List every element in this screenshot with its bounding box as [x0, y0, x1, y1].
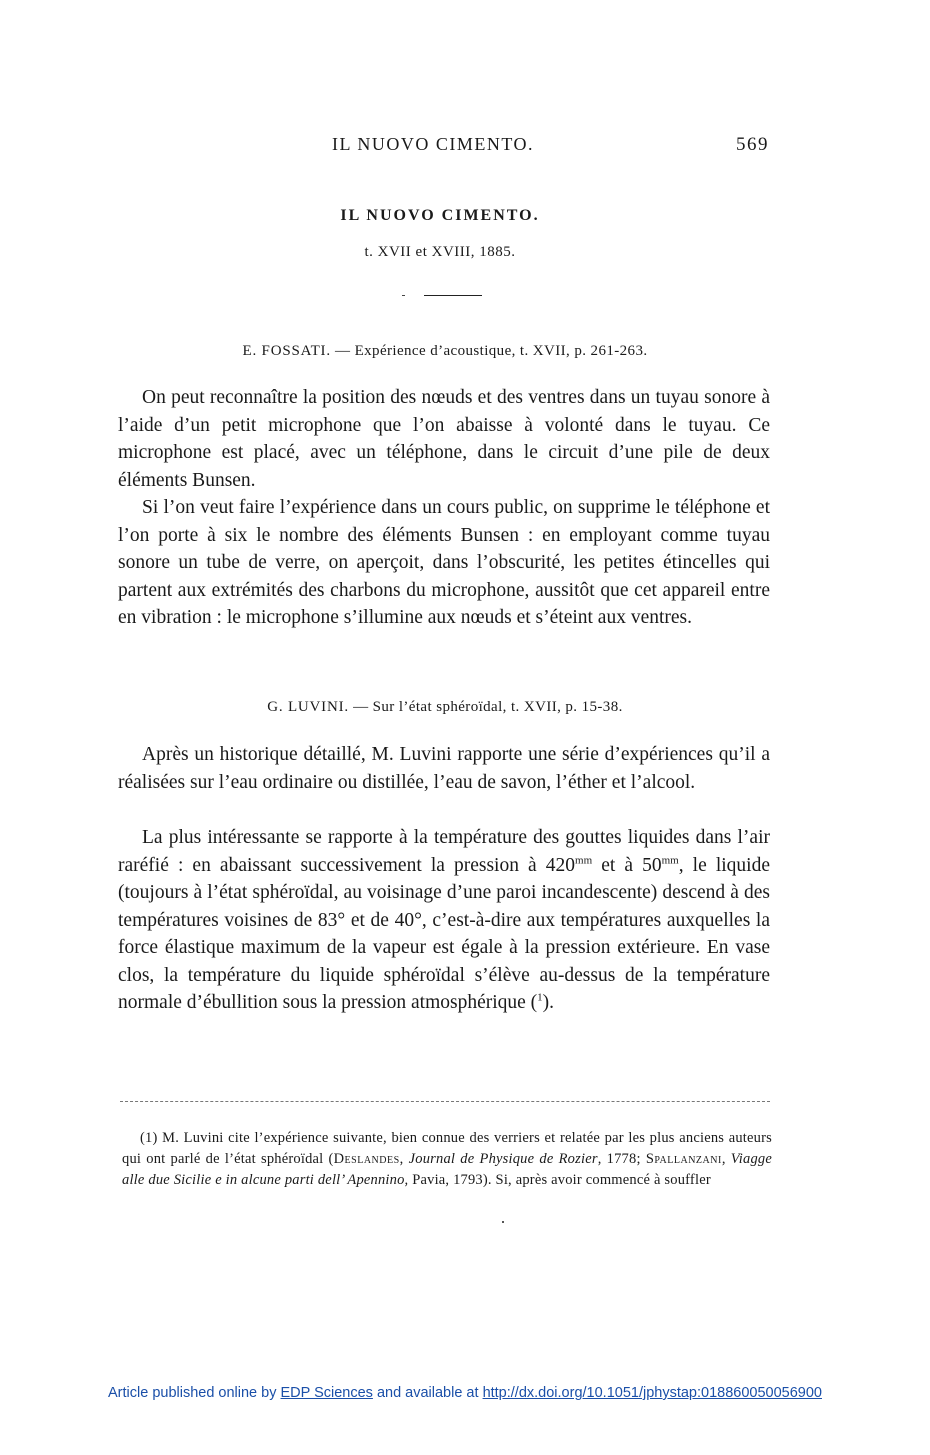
- journal-title: IL NUOVO CIMENTO.: [340, 207, 540, 224]
- footnote-separator: [120, 1101, 770, 1102]
- publisher-link[interactable]: EDP Sciences: [280, 1385, 373, 1401]
- page-number: 569: [736, 134, 769, 155]
- section2-author: G. LUVINI.: [267, 699, 349, 715]
- paragraph-text: et à 50: [592, 854, 662, 876]
- footer-prefix: Article published online by: [108, 1385, 281, 1401]
- footnote-text: , 1778;: [597, 1151, 646, 1167]
- footnote-text: ,: [399, 1151, 409, 1167]
- section1-heading: [0, 343, 890, 360]
- cited-author: Deslandes: [333, 1151, 400, 1167]
- footnote: [122, 1128, 772, 1191]
- section2-heading: [0, 699, 890, 716]
- unit-superscript: mm: [575, 854, 593, 866]
- section2-heading-text: — Sur l’état sphéroïdal, t. XVII, p. 15-38.: [348, 699, 623, 715]
- publication-footer: [0, 1385, 930, 1401]
- section2-paragraph-2: [118, 824, 770, 1017]
- section-divider: [424, 295, 482, 296]
- section1-heading-text: — Expérience d’acoustique, t. XVII, p. 261-263.: [330, 343, 648, 359]
- paragraph-text: , le liquide (toujours à l’état sphéroïdal, au voisinage d’une paroi incandescente) descend à des températures voisines de 83° et de 40°, c’est-à-dire aux températures auxquelles la force élastique maximum de la vapeur est égale à la pression extérieure. En vase clos, la température du liquide sphéroïdal s’élève au-dessus de la température normale d’ébullition sous la pression atmosphérique (: [118, 854, 770, 1013]
- paragraph-text: La plus intéressante se rapporte à la température des gouttes liquides dans l’air raréfié : en abaissant successivement la pression à 420: [118, 827, 770, 876]
- cited-work: Viagge alle due Sicilie e in alcune parti dell’ Apennino,: [122, 1151, 772, 1188]
- section1-author: E. FOSSATI.: [242, 343, 331, 359]
- section1-paragraph-1: On peut reconnaître la position des nœuds et des ventres dans un tuyau sonore à l’aide d’un petit microphone que l’on abaisse à volonté dans le tuyau. Ce microphone est placé, avec un téléphone, dans le circuit d’une pile de deux éléments Bunsen.: [118, 387, 770, 491]
- stray-mark: [502, 1221, 504, 1223]
- running-head-title: IL NUOVO CIMENTO.: [332, 134, 534, 154]
- section1-paragraph-2: Si l’on veut faire l’expérience dans un cours public, on supprime le téléphone et l’on porte à six le nombre des éléments Bunsen : en employant comme tuyau sonore un tube de verre, on aperçoit, dans l’obscurité, les petites étincelles qui partent aux extrémités des charbons du microphone, aussitôt que cet appareil entre en vibration : le microphone s’illumine aux nœuds et s’éteint aux ventres.: [118, 497, 770, 628]
- footnote-reference[interactable]: 1: [537, 991, 543, 1004]
- rule-dot: [402, 295, 405, 296]
- paragraph-text: ).: [542, 992, 555, 1013]
- section2-paragraph-1: Après un historique détaillé, M. Luvini rapporte une série d’expériences qu’il a réalisées sur l’eau ordinaire ou distillée, l’eau de savon, l’éther et l’alcool.: [118, 744, 770, 793]
- cited-author: Spallanzani: [645, 1151, 722, 1167]
- cited-work: Journal de Physique de Rozier: [408, 1151, 598, 1167]
- footnote-text: M. Luvini cite l’expérience suivante, bien connue des verriers et relatée par les plus anciens auteurs qui ont parlé de l’état sphéroïdal (: [122, 1130, 772, 1167]
- unit-superscript: mm: [661, 854, 679, 866]
- footer-middle: and available at: [372, 1385, 483, 1401]
- footnote-marker: (1): [140, 1130, 158, 1146]
- journal-volume: t. XVII et XVIII, 1885.: [364, 244, 516, 260]
- doi-link[interactable]: http://dx.doi.org/10.1051/jphystap:018860050056900: [482, 1385, 822, 1401]
- footnote-text: ,: [721, 1151, 731, 1167]
- footnote-text: Pavia, 1793). Si, après avoir commencé à souffler: [408, 1172, 711, 1188]
